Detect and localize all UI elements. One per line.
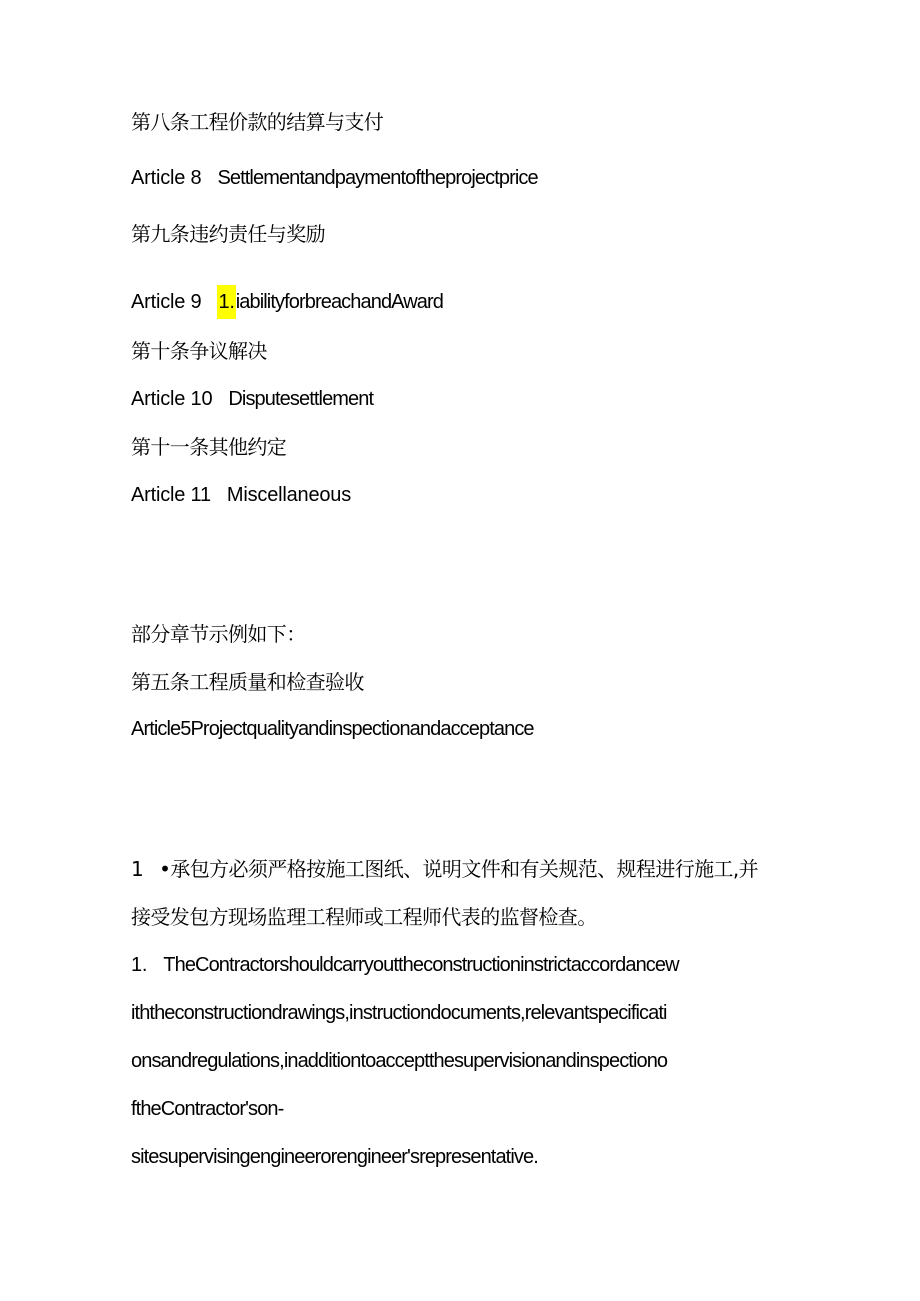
article-8-heading-en <box>131 164 538 192</box>
article-5-heading-cn: 第五条工程质量和检查验收 <box>131 670 364 694</box>
article-10-heading-cn: 第十条争议解决 <box>131 339 267 363</box>
article-11-heading-en <box>131 481 351 509</box>
article-11-heading-cn: 第十一条其他约定 <box>131 435 287 459</box>
section-intro: 部分章节示例如下： <box>131 622 306 646</box>
clause-1-en-line-2: iththeconstructiondrawings,instructiondocuments,relevantspecificati <box>131 1002 667 1024</box>
clause-1-en-number: 1. <box>131 954 148 976</box>
article-5-heading-en: Article5Projectqualityandinspectionandacceptance <box>131 718 534 740</box>
clause-1-en-line-3: onsandregulations,inadditiontoacceptthesupervisionandinspectiono <box>131 1050 668 1072</box>
article-9-number: Article 9 <box>131 291 202 313</box>
article-10-heading-en <box>131 385 373 413</box>
article-8-heading-cn: 第八条工程价款的结算与支付 <box>131 110 384 134</box>
article-11-title: Miscellaneous <box>226 484 352 506</box>
clause-1-cn-line-1 <box>131 855 758 883</box>
highlighted-text: 1. <box>217 285 235 319</box>
clause-1-en-text-1: TheContractorshouldcarryouttheconstructioninstrictaccordancew <box>163 954 679 976</box>
clause-1-en-line-4: ftheContractor'son- <box>131 1098 284 1120</box>
clause-1-en-line-5: sitesupervisingengineerorengineer'srepresentative. <box>131 1146 538 1168</box>
clause-1-en-line-1 <box>131 951 679 979</box>
article-10-title: Disputesettlement <box>228 388 374 410</box>
article-11-number: Article 11 <box>131 484 211 506</box>
article-9-heading-en <box>131 288 443 316</box>
article-9-heading-cn: 第九条违约责任与奖励 <box>131 222 325 246</box>
clause-1-number: 1 <box>131 857 144 881</box>
article-9-title: iabilityforbreachandAward <box>235 291 444 313</box>
clause-1-cn-text-1: •承包方必须严格按施工图纸、说明文件和有关规范、规程进行施工,并 <box>159 857 759 881</box>
article-8-number: Article 8 <box>131 167 202 189</box>
clause-1-cn-line-2: 接受发包方现场监理工程师或工程师代表的监督检查。 <box>131 905 597 929</box>
article-8-title: Settlementandpaymentoftheprojectprice <box>217 167 538 189</box>
article-10-number: Article 10 <box>131 388 213 410</box>
